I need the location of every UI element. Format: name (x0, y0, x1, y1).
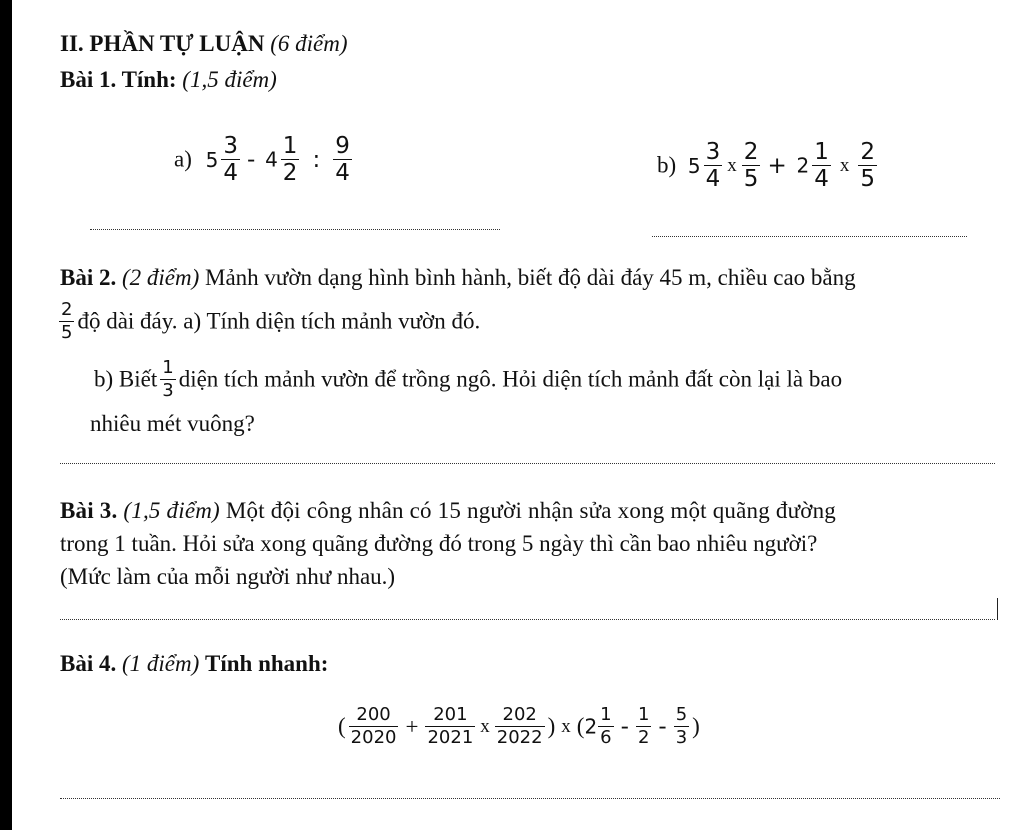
answer-line (60, 619, 995, 620)
exercise-1-points: (1,5 điểm) (182, 67, 277, 92)
operator: x (561, 715, 571, 737)
mixed-whole: 2 (584, 714, 598, 739)
fraction (636, 705, 651, 748)
fraction (333, 134, 352, 185)
exercise-2-points: (2 điểm) (121, 265, 200, 290)
exercise-1-label: Bài 1. Tính: (60, 67, 177, 92)
fraction (160, 358, 175, 401)
exercise-1b-expression (657, 134, 880, 196)
fraction (281, 134, 300, 185)
exercise-2-line-1 (60, 264, 856, 292)
fraction-numerator: 3 (705, 139, 721, 166)
fraction-numerator: 9 (335, 133, 350, 160)
section-title-text: II. PHẦN TỰ LUẬN (60, 31, 265, 56)
fraction-denominator: 5 (860, 166, 875, 193)
operator: - (658, 713, 667, 740)
fraction-denominator: 2021 (427, 727, 474, 749)
exercise-2b-prefix: b) Biết (94, 366, 158, 392)
fraction-denominator: 4 (223, 160, 238, 187)
exercise-1-heading (60, 66, 277, 94)
fraction-numerator: 1 (814, 139, 829, 166)
mixed-whole: 5 (205, 147, 219, 172)
answer-line (60, 463, 995, 464)
fraction-numerator: 1 (600, 704, 612, 726)
exercise-3-label: Bài 3. (60, 498, 118, 523)
fraction-numerator: 5 (675, 704, 688, 726)
mixed-whole: 4 (265, 147, 278, 172)
fraction-denominator: 2022 (496, 727, 543, 749)
operator: : (312, 146, 321, 173)
exercise-3-line-2 (60, 530, 817, 558)
exercise-2b-text: nhiêu mét vuông? (90, 411, 255, 436)
fraction-numerator: 202 (502, 704, 537, 726)
exercise-3-text: trong 1 tuần. Hỏi sửa xong quãng đường đó trong 5 ngày thì cần bao nhiêu người? (60, 531, 818, 556)
exercise-4-heading (60, 650, 328, 678)
operator: x (727, 154, 737, 176)
answer-line (60, 798, 1000, 799)
fraction-numerator: 2 (860, 139, 875, 166)
fraction-numerator: 201 (433, 704, 468, 726)
paren: ( (576, 713, 585, 739)
paren: ) (547, 713, 556, 739)
fraction (742, 140, 761, 191)
text-cursor (997, 598, 998, 620)
exercise-1a-expression (174, 128, 355, 190)
answer-line (90, 229, 500, 230)
paren: ) (692, 713, 700, 739)
paren: ( (338, 713, 346, 739)
fraction-numerator: 200 (356, 704, 391, 726)
fraction (704, 140, 723, 191)
operator: x (839, 154, 850, 176)
exercise-4-task: Tính nhanh: (205, 651, 329, 676)
exercise-4-label: Bài 4. (60, 651, 117, 676)
exercise-2-label: Bài 2. (60, 265, 117, 290)
exercise-3-text: (Mức làm của mỗi người như nhau.) (60, 564, 396, 589)
fraction (221, 134, 240, 185)
exercise-1a-label: a) (174, 146, 192, 172)
exercise-2b-line-2 (90, 410, 255, 438)
fraction-denominator: 4 (335, 160, 350, 187)
exercise-4-expression (338, 690, 700, 762)
exercise-2-line-2 (56, 292, 480, 350)
fraction-numerator: 1 (637, 704, 650, 726)
fraction-denominator: 6 (600, 727, 612, 749)
worksheet (12, 0, 1024, 830)
section-title (60, 30, 348, 58)
fraction-denominator: 2 (282, 160, 298, 187)
fraction-denominator: 5 (743, 166, 759, 193)
exercise-2-text: độ dài đáy. a) Tính diện tích mảnh vườn đó. (77, 308, 481, 334)
fraction (858, 140, 877, 191)
fraction-numerator: 1 (282, 133, 298, 160)
operator: + (405, 713, 419, 739)
exercise-3-points: (1,5 điểm) (123, 498, 220, 523)
exercise-2-text: Mảnh vườn dạng hình bình hành, biết độ dài đáy 45 m, chiều cao bằng (205, 265, 856, 290)
exercise-4-points: (1 điểm) (121, 651, 200, 676)
fraction-numerator: 1 (162, 357, 174, 379)
exercise-2b-text: diện tích mảnh vườn để trồng ngô. Hỏi diện tích mảnh đất còn lại là bao (178, 366, 843, 392)
fraction (674, 705, 689, 748)
fraction-denominator: 2 (637, 727, 650, 749)
fraction (598, 705, 613, 748)
exercise-2b-line-1 (94, 350, 842, 408)
fraction (495, 705, 545, 748)
fraction (812, 140, 831, 191)
operator: - (247, 146, 256, 173)
operator: - (620, 713, 629, 740)
fraction-denominator: 3 (162, 380, 174, 402)
fraction-denominator: 5 (61, 322, 73, 344)
exercise-3-text: Một đội công nhân có 15 người nhận sửa xong một quãng đường (225, 498, 837, 523)
operator: + (767, 152, 787, 179)
mixed-whole: 5 (687, 153, 701, 178)
fraction-denominator: 3 (675, 727, 688, 749)
fraction-numerator: 2 (743, 139, 759, 166)
section-points: (6 điểm) (270, 31, 348, 56)
answer-line (652, 236, 967, 237)
operator: x (480, 715, 490, 737)
fraction-numerator: 2 (61, 299, 73, 321)
exercise-3-line-1 (60, 497, 836, 525)
fraction-denominator: 4 (814, 166, 829, 193)
fraction-denominator: 4 (705, 166, 721, 193)
fraction (59, 300, 74, 343)
fraction (425, 705, 475, 748)
fraction-denominator: 2020 (350, 727, 397, 749)
exercise-1b-label: b) (657, 152, 677, 178)
fraction-numerator: 3 (223, 133, 238, 160)
mixed-whole: 2 (796, 153, 810, 178)
fraction (349, 705, 399, 748)
exercise-3-line-3 (60, 563, 395, 591)
